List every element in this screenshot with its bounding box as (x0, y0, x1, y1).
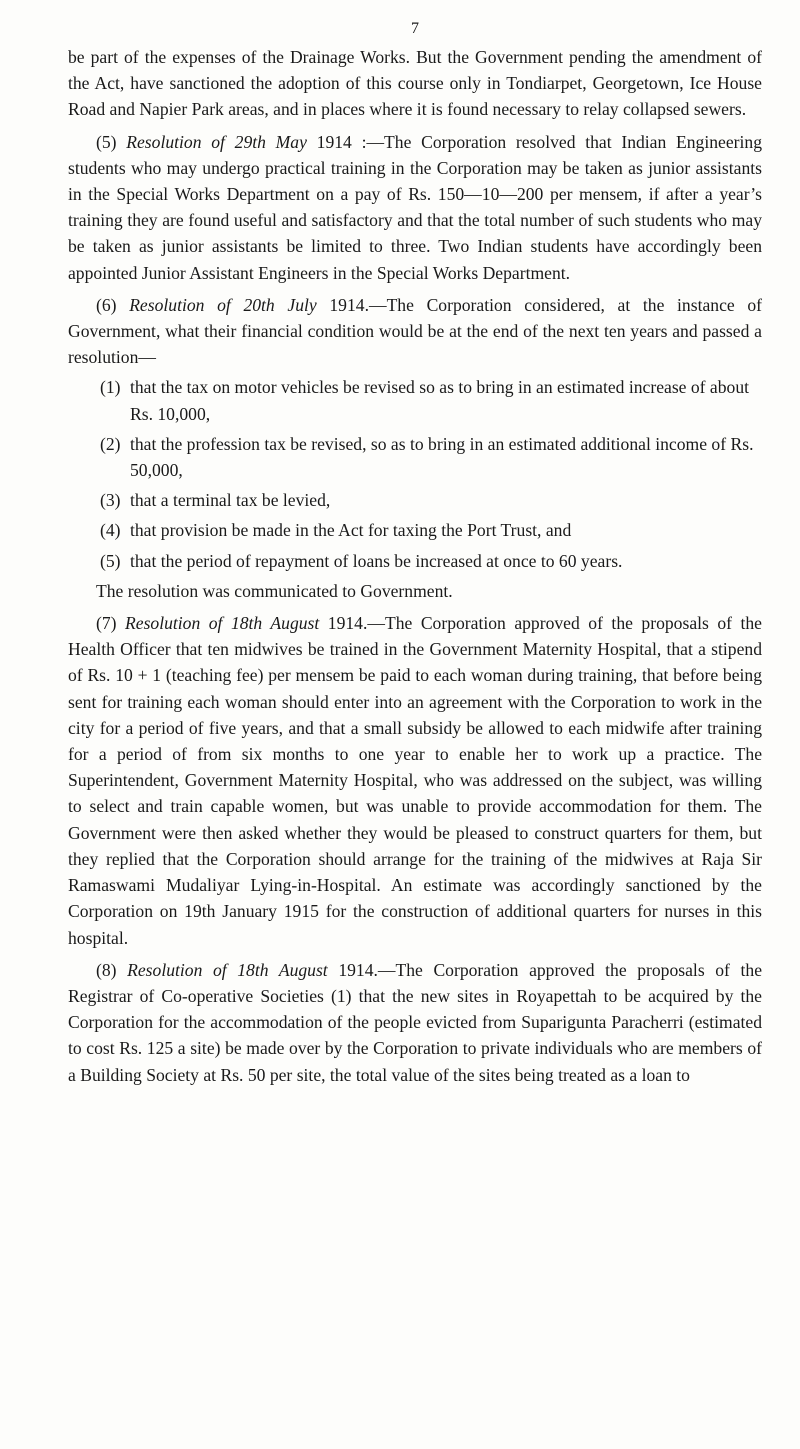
list-item (100, 374, 762, 426)
resolution-6-year: 1914. (329, 294, 369, 315)
resolution-8-paragraph (68, 957, 762, 1088)
resolution-6-text: —The Corporation considered, at the instance of Government, what their financial condition would be at the end of the next ten years and passed a resolution— (68, 294, 763, 368)
list-item-number: (5) (100, 550, 121, 571)
resolution-8-reference: Resolution of 18th August (127, 959, 328, 980)
list-item-text: that a terminal tax be levied, (130, 490, 331, 511)
list-item-number: (1) (100, 377, 121, 398)
resolution-6-list (68, 374, 762, 573)
resolution-7-number: (7) (96, 613, 117, 634)
list-item-number: (2) (100, 433, 121, 454)
resolution-5-text: :—The Corporation resolved that Indian Engineering students who may undergo practical training in the Corporation may be taken as junior assistants in the Special Works Department on a pay of Rs. 150—10—200 per mensem, if after a year’s training they are found useful and satisfactory and that the total number of such students who may be taken as junior assistants be limited to three. Two Indian students have accordingly been appointed Junior Assistant Engineers in the Special Works Department. (68, 131, 762, 283)
list-item-text: that the period of repayment of loans be increased at once to 60 years. (130, 550, 623, 571)
list-item-number: (3) (100, 490, 121, 511)
list-item-number: (4) (100, 520, 121, 541)
page-number: 7 (411, 20, 419, 37)
resolution-7-reference: Resolution of 18th August (125, 613, 320, 634)
resolution-8-number: (8) (96, 959, 117, 980)
resolution-6-closing: The resolution was communicated to Government. (96, 580, 453, 601)
resolution-7-text: —The Corporation approved of the proposals of the Health Officer that ten midwives be trained in the Government Maternity Hospital, that a stipend of Rs. 10 + 1 (teaching fee) per mensem be paid to each woman during training, that before being sent for training each woman should enter into an agreement with the Corporation to work in the city for a period of five years, and that a small subsidy be allowed to each midwife after training for a period of from six months to one year to enable her to work up a practice. The Superintendent, Government Maternity Hospital, who was addressed on the subject, was willing to select and train capable women, but was unable to provide accommodation for them. The Government were then asked whether they would be pleased to construct quarters for them, but they replied that the Corporation should arrange for the training of the midwives at Raja Sir Ramaswami Mudaliyar Lying-in-Hospital. An estimate was accordingly sanctioned by the Corporation on 19th January 1915 for the construction of additional quarters for nurses in this hospital. (68, 613, 762, 948)
list-item (100, 517, 762, 543)
resolution-6-reference: Resolution of 20th July (129, 294, 317, 315)
resolution-6-paragraph (68, 292, 762, 371)
resolution-5-reference: Resolution of 29th May (126, 131, 307, 152)
resolution-8-text: —The Corporation approved the proposals of the Registrar of Co-operative Societies (1) that the new sites in Royapettah to be acquired by the Corporation for the accommodation of the people evicted from Suparigunta Paracherri (estimated to cost Rs. 125 a site) be made over by the Corporation to private individuals who are members of a Building Society at Rs. 50 per site, the total value of the sites being treated as a loan to (68, 959, 763, 1085)
list-item (100, 431, 762, 483)
list-item (100, 487, 762, 513)
list-item-text: that the tax on motor vehicles be revised so as to bring in an estimated increase of about Rs. 10,000, (130, 377, 750, 424)
resolution-8-year: 1914. (338, 959, 378, 980)
resolution-5-number: (5) (96, 131, 117, 152)
resolution-5-paragraph (68, 129, 762, 286)
resolution-7-paragraph (68, 610, 762, 951)
resolution-6-number: (6) (96, 294, 117, 315)
resolution-7-year: 1914. (327, 613, 368, 634)
continuation-paragraph: be part of the expenses of the Drainage Works. But the Government pending the amendment of the Act, have sanctioned the adoption of this course only in Tondiarpet, Georgetown, Ice House Road and Napier Park areas, and in places where it is found necessary to relay collapsed sewers. (68, 47, 762, 120)
list-item-text: that the profession tax be revised, so as to bring in an estimated additional income of Rs. 50,000, (130, 433, 754, 481)
list-item (100, 548, 762, 574)
resolution-5-year: 1914 (316, 131, 352, 152)
list-item-text: that provision be made in the Act for taxing the Port Trust, and (130, 520, 572, 541)
